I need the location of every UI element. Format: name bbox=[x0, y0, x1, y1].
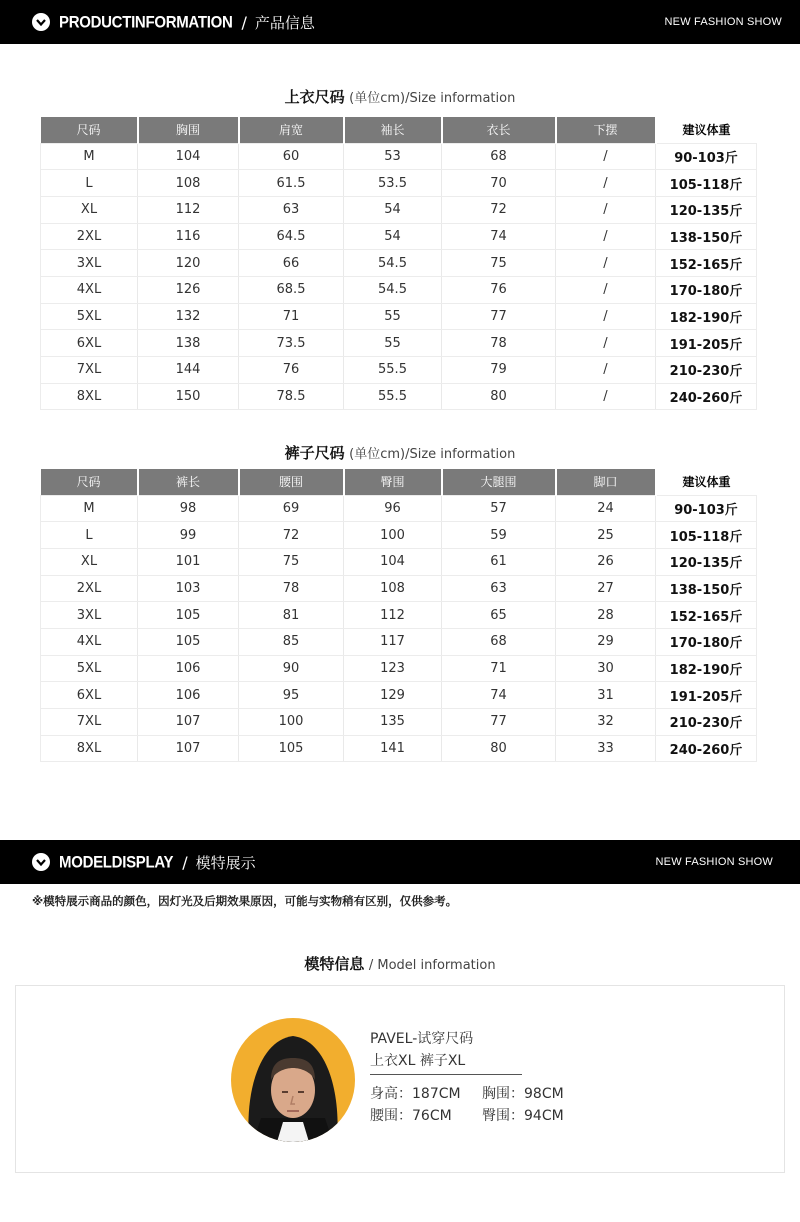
column-header: 尺码 bbox=[41, 469, 138, 495]
table-cell: 152-165斤 bbox=[656, 250, 757, 277]
table-cell: 3XL bbox=[41, 250, 138, 277]
table-cell: 170-180斤 bbox=[656, 276, 757, 303]
table-cell: 100 bbox=[344, 522, 442, 549]
pants-size-title bbox=[0, 442, 800, 463]
table-cell: 2XL bbox=[41, 575, 138, 602]
table-cell: 150 bbox=[138, 383, 239, 410]
table-row bbox=[41, 170, 757, 197]
table-cell: 100 bbox=[239, 709, 344, 736]
model-display-band bbox=[0, 840, 800, 884]
model-card bbox=[15, 985, 785, 1173]
table-cell: 101 bbox=[138, 548, 239, 575]
table-cell: L bbox=[41, 522, 138, 549]
model-info-title-cn: 模特信息 bbox=[304, 955, 365, 973]
table-cell: 2XL bbox=[41, 223, 138, 250]
section-title-separator: / bbox=[182, 852, 188, 872]
table-cell: 77 bbox=[442, 709, 556, 736]
table-cell: 98 bbox=[138, 495, 239, 522]
column-header: 建议体重 bbox=[656, 469, 757, 495]
column-header: 脚口 bbox=[556, 469, 656, 495]
table-cell: 120-135斤 bbox=[656, 548, 757, 575]
column-header: 腰围 bbox=[239, 469, 344, 495]
table-cell: 75 bbox=[239, 548, 344, 575]
table-cell: 240-260斤 bbox=[656, 735, 757, 762]
color-disclaimer: ※模特展示商品的颜色，因灯光及后期效果原因，可能与实物稍有区别，仅供参考。 bbox=[32, 894, 458, 908]
section-tagline: NEW FASHION SHOW bbox=[655, 856, 773, 868]
top-size-title-sub: (单位cm)/Size information bbox=[349, 91, 516, 106]
table-cell: 103 bbox=[138, 575, 239, 602]
table-cell: 78 bbox=[239, 575, 344, 602]
column-header: 建议体重 bbox=[656, 117, 757, 143]
table-cell: 8XL bbox=[41, 383, 138, 410]
table-cell: 170-180斤 bbox=[656, 628, 757, 655]
table-cell: 105 bbox=[138, 628, 239, 655]
table-cell: 210-230斤 bbox=[656, 709, 757, 736]
table-cell: 65 bbox=[442, 602, 556, 629]
table-cell: 107 bbox=[138, 709, 239, 736]
table-cell: 25 bbox=[556, 522, 656, 549]
table-cell: 72 bbox=[442, 196, 556, 223]
table-cell: 99 bbox=[138, 522, 239, 549]
table-cell: 85 bbox=[239, 628, 344, 655]
table-cell: 210-230斤 bbox=[656, 357, 757, 384]
table-cell: / bbox=[556, 357, 656, 384]
table-cell: / bbox=[556, 223, 656, 250]
table-cell: 55.5 bbox=[344, 357, 442, 384]
pants-size-title-cn: 裤子尺码 bbox=[284, 444, 345, 462]
table-cell: 32 bbox=[556, 709, 656, 736]
table-row bbox=[41, 628, 757, 655]
model-hip: 臀围：94CM bbox=[482, 1108, 564, 1124]
table-cell: 144 bbox=[138, 357, 239, 384]
table-cell: 26 bbox=[556, 548, 656, 575]
table-cell: 105 bbox=[239, 735, 344, 762]
table-row bbox=[41, 495, 757, 522]
table-cell: 81 bbox=[239, 602, 344, 629]
model-measure-row bbox=[370, 1083, 594, 1105]
column-header: 袖长 bbox=[344, 117, 442, 143]
table-cell: 55 bbox=[344, 303, 442, 330]
table-cell: 55 bbox=[344, 330, 442, 357]
table-cell: 4XL bbox=[41, 276, 138, 303]
chevron-down-icon bbox=[32, 853, 50, 871]
top-size-title bbox=[0, 86, 800, 107]
table-cell: 104 bbox=[344, 548, 442, 575]
table-cell: 54.5 bbox=[344, 276, 442, 303]
table-cell: 74 bbox=[442, 223, 556, 250]
table-cell: 90-103斤 bbox=[656, 495, 757, 522]
table-cell: 112 bbox=[344, 602, 442, 629]
table-cell: 68 bbox=[442, 628, 556, 655]
table-cell: / bbox=[556, 303, 656, 330]
table-cell: 54.5 bbox=[344, 250, 442, 277]
table-cell: 30 bbox=[556, 655, 656, 682]
table-cell: 54 bbox=[344, 196, 442, 223]
table-cell: / bbox=[556, 143, 656, 170]
table-cell: / bbox=[556, 383, 656, 410]
table-row bbox=[41, 276, 757, 303]
column-header: 衣长 bbox=[442, 117, 556, 143]
table-row bbox=[41, 548, 757, 575]
table-cell: 80 bbox=[442, 383, 556, 410]
table-cell: 116 bbox=[138, 223, 239, 250]
top-size-title-cn: 上衣尺码 bbox=[284, 88, 345, 106]
table-cell: 53.5 bbox=[344, 170, 442, 197]
table-cell: 24 bbox=[556, 495, 656, 522]
table-cell: 77 bbox=[442, 303, 556, 330]
table-cell: 78.5 bbox=[239, 383, 344, 410]
table-cell: 63 bbox=[442, 575, 556, 602]
column-header: 肩宽 bbox=[239, 117, 344, 143]
table-cell: 31 bbox=[556, 682, 656, 709]
pants-size-title-sub: (单位cm)/Size information bbox=[349, 447, 516, 462]
table-row bbox=[41, 682, 757, 709]
table-cell: 141 bbox=[344, 735, 442, 762]
table-row bbox=[41, 522, 757, 549]
table-cell: 104 bbox=[138, 143, 239, 170]
table-cell: 64.5 bbox=[239, 223, 344, 250]
column-header: 胸围 bbox=[138, 117, 239, 143]
model-try-on-size: 上衣XL 裤子XL bbox=[370, 1053, 466, 1069]
section-title-en: PRODUCTINFORMATION bbox=[59, 12, 233, 32]
table-cell: / bbox=[556, 276, 656, 303]
table-cell: 27 bbox=[556, 575, 656, 602]
table-row bbox=[41, 655, 757, 682]
table-cell: 7XL bbox=[41, 709, 138, 736]
table-cell: 72 bbox=[239, 522, 344, 549]
product-information-band bbox=[0, 0, 800, 44]
column-header: 大腿围 bbox=[442, 469, 556, 495]
model-name-size: PAVEL-试穿尺码 bbox=[370, 1031, 474, 1047]
table-cell: 75 bbox=[442, 250, 556, 277]
table-cell: 6XL bbox=[41, 330, 138, 357]
section-title-cn: 模特展示 bbox=[195, 853, 256, 872]
model-info-title bbox=[0, 953, 800, 974]
table-cell: 96 bbox=[344, 495, 442, 522]
table-cell: 132 bbox=[138, 303, 239, 330]
table-cell: XL bbox=[41, 548, 138, 575]
column-header: 下摆 bbox=[556, 117, 656, 143]
model-avatar bbox=[231, 1018, 355, 1142]
table-cell: 138 bbox=[138, 330, 239, 357]
table-cell: 90-103斤 bbox=[656, 143, 757, 170]
table-cell: 107 bbox=[138, 735, 239, 762]
chevron-down-icon bbox=[32, 13, 50, 31]
table-cell: 63 bbox=[239, 196, 344, 223]
table-cell: 5XL bbox=[41, 303, 138, 330]
divider bbox=[370, 1074, 522, 1075]
table-row bbox=[41, 330, 757, 357]
table-cell: 106 bbox=[138, 682, 239, 709]
table-cell: 7XL bbox=[41, 357, 138, 384]
section-title-cn: 产品信息 bbox=[254, 13, 315, 32]
table-row bbox=[41, 383, 757, 410]
table-row bbox=[41, 357, 757, 384]
section-title-en: MODELDISPLAY bbox=[59, 852, 174, 872]
table-header-row bbox=[41, 117, 757, 143]
table-cell: 80 bbox=[442, 735, 556, 762]
table-cell: 112 bbox=[138, 196, 239, 223]
table-cell: / bbox=[556, 170, 656, 197]
table-cell: 182-190斤 bbox=[656, 655, 757, 682]
section-title-separator: / bbox=[241, 12, 247, 32]
table-cell: 76 bbox=[239, 357, 344, 384]
table-cell: 108 bbox=[138, 170, 239, 197]
table-cell: 71 bbox=[442, 655, 556, 682]
table-cell: 8XL bbox=[41, 735, 138, 762]
table-cell: 68 bbox=[442, 143, 556, 170]
table-cell: 61.5 bbox=[239, 170, 344, 197]
table-cell: 90 bbox=[239, 655, 344, 682]
column-header: 尺码 bbox=[41, 117, 138, 143]
table-cell: 70 bbox=[442, 170, 556, 197]
table-row bbox=[41, 303, 757, 330]
table-cell: 5XL bbox=[41, 655, 138, 682]
table-row bbox=[41, 575, 757, 602]
table-cell: 191-205斤 bbox=[656, 682, 757, 709]
table-cell: 117 bbox=[344, 628, 442, 655]
table-cell: 61 bbox=[442, 548, 556, 575]
model-height: 身高：187CM bbox=[370, 1086, 461, 1102]
table-cell: 54 bbox=[344, 223, 442, 250]
table-row bbox=[41, 735, 757, 762]
table-cell: 29 bbox=[556, 628, 656, 655]
table-cell: 66 bbox=[239, 250, 344, 277]
table-cell: 73.5 bbox=[239, 330, 344, 357]
table-cell: 123 bbox=[344, 655, 442, 682]
table-cell: 105-118斤 bbox=[656, 522, 757, 549]
table-cell: 57 bbox=[442, 495, 556, 522]
table-cell: 105-118斤 bbox=[656, 170, 757, 197]
table-cell: 138-150斤 bbox=[656, 575, 757, 602]
table-cell: 191-205斤 bbox=[656, 330, 757, 357]
table-cell: 95 bbox=[239, 682, 344, 709]
table-cell: 182-190斤 bbox=[656, 303, 757, 330]
table-cell: / bbox=[556, 250, 656, 277]
table-row bbox=[41, 143, 757, 170]
table-cell: 6XL bbox=[41, 682, 138, 709]
table-cell: 120-135斤 bbox=[656, 196, 757, 223]
table-row bbox=[41, 709, 757, 736]
table-cell: 53 bbox=[344, 143, 442, 170]
table-cell: L bbox=[41, 170, 138, 197]
table-cell: 106 bbox=[138, 655, 239, 682]
table-row bbox=[41, 196, 757, 223]
table-cell: M bbox=[41, 495, 138, 522]
model-chest: 胸围：98CM bbox=[482, 1086, 564, 1102]
model-measure-row bbox=[370, 1105, 594, 1127]
table-cell: / bbox=[556, 330, 656, 357]
table-cell: 129 bbox=[344, 682, 442, 709]
table-cell: 78 bbox=[442, 330, 556, 357]
table-cell: 138-150斤 bbox=[656, 223, 757, 250]
table-cell: M bbox=[41, 143, 138, 170]
table-cell: 60 bbox=[239, 143, 344, 170]
table-cell: 71 bbox=[239, 303, 344, 330]
table-row bbox=[41, 250, 757, 277]
table-cell: 105 bbox=[138, 602, 239, 629]
table-cell: 240-260斤 bbox=[656, 383, 757, 410]
model-info-title-sub: / Model information bbox=[368, 958, 496, 973]
table-cell: 135 bbox=[344, 709, 442, 736]
table-cell: 120 bbox=[138, 250, 239, 277]
table-cell: 69 bbox=[239, 495, 344, 522]
table-cell: 108 bbox=[344, 575, 442, 602]
model-waist: 腰围：76CM bbox=[370, 1108, 452, 1124]
table-cell: 3XL bbox=[41, 602, 138, 629]
table-cell: 68.5 bbox=[239, 276, 344, 303]
section-tagline: NEW FASHION SHOW bbox=[664, 16, 782, 28]
table-cell: 74 bbox=[442, 682, 556, 709]
table-cell: / bbox=[556, 196, 656, 223]
table-cell: 59 bbox=[442, 522, 556, 549]
table-cell: 152-165斤 bbox=[656, 602, 757, 629]
table-row bbox=[41, 602, 757, 629]
table-row bbox=[41, 223, 757, 250]
table-header-row bbox=[41, 469, 757, 495]
table-cell: 126 bbox=[138, 276, 239, 303]
table-cell: 55.5 bbox=[344, 383, 442, 410]
top-size-table bbox=[40, 117, 757, 410]
table-cell: XL bbox=[41, 196, 138, 223]
table-cell: 33 bbox=[556, 735, 656, 762]
table-cell: 79 bbox=[442, 357, 556, 384]
table-cell: 28 bbox=[556, 602, 656, 629]
column-header: 臀围 bbox=[344, 469, 442, 495]
table-cell: 76 bbox=[442, 276, 556, 303]
column-header: 裤长 bbox=[138, 469, 239, 495]
model-info bbox=[370, 1028, 594, 1127]
pants-size-table bbox=[40, 469, 757, 762]
table-cell: 4XL bbox=[41, 628, 138, 655]
